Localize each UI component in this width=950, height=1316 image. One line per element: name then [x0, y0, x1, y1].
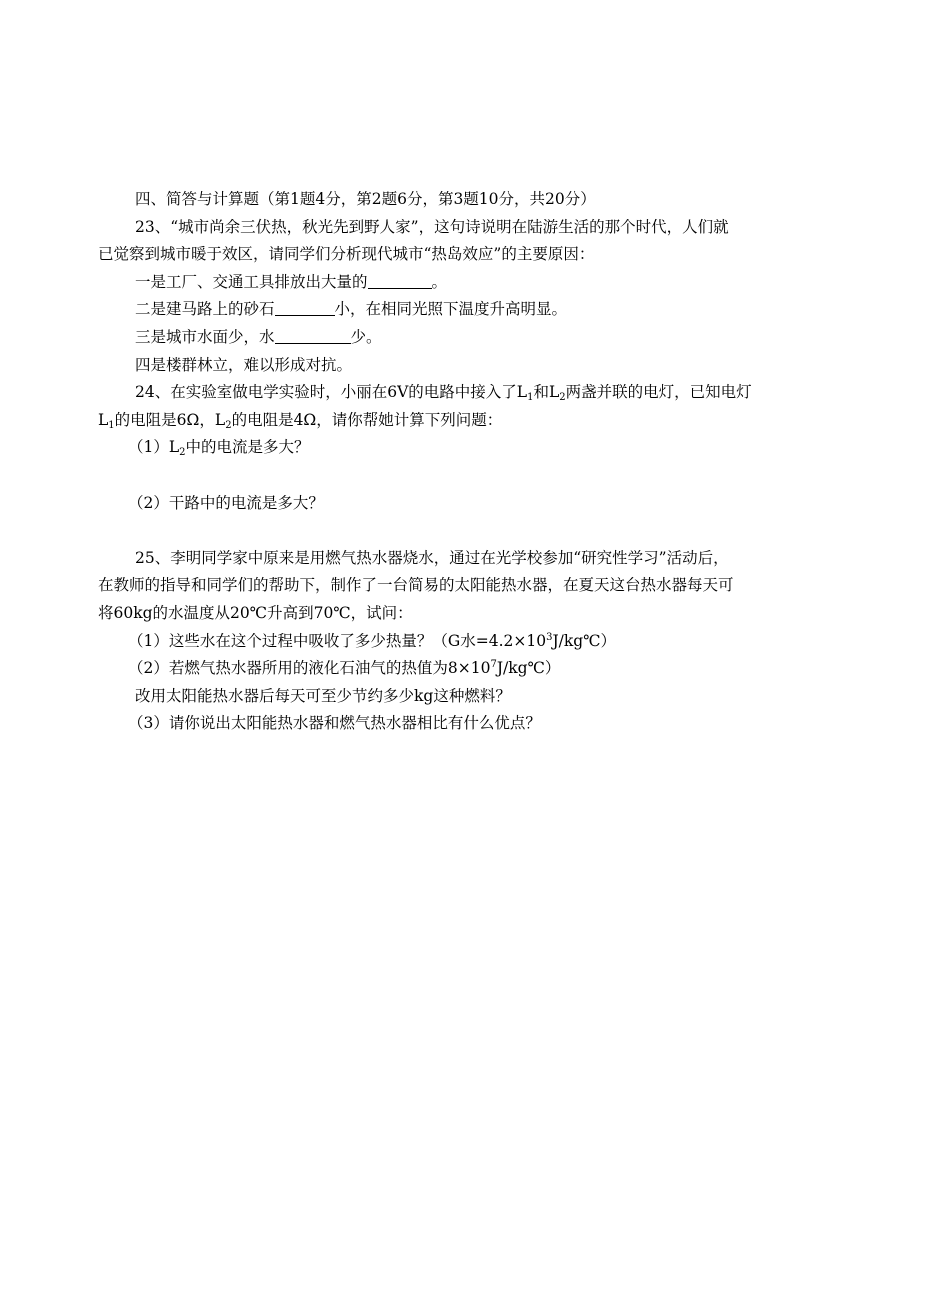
- q24-sub-question-1: [98, 434, 858, 462]
- q24-sub1-sub: 2: [179, 447, 186, 459]
- q25-sub2-b: J/kg℃）: [496, 659, 561, 678]
- q25-sub-question-2-continued: 改用太阳能热水器后每天可至少节约多少kg这种燃料？: [135, 686, 511, 705]
- q23-reason-4: 四是楼群林立，难以形成对抗。: [135, 355, 353, 374]
- q24-l1-sub2: 2: [559, 392, 566, 404]
- q24-l2-c: 的电阻是4Ω，请你帮她计算下列问题：: [231, 410, 503, 429]
- q23-reason-3-post: 少。: [350, 327, 382, 346]
- q23-text-line-1: 23、“城市尚余三伏热，秋光先到野人家”，这句诗说明在陆游生活的那个时代，人们就: [135, 217, 729, 236]
- q25-sub-question-3: （3）请你说出太阳能热水器和燃气热水器相比有什么优点？: [128, 714, 541, 733]
- q24-l2-a: L: [98, 410, 109, 429]
- q23-reason-2: [98, 296, 858, 324]
- q24-l2-b: 的电阻是6Ω，L: [114, 410, 226, 429]
- q25-text-line-2: 在教师的指导和同学们的帮助下，制作了一台简易的太阳能热水器，在夏天这台热水器每天可: [98, 576, 734, 595]
- q23-blank-1[interactable]: [368, 271, 432, 289]
- q24-sub-question-2: （2）干路中的电流是多大？: [128, 493, 324, 512]
- q23-reason-1-pre: 一是工厂、交通工具排放出大量的: [135, 272, 368, 291]
- q25-sub1-a: （1）这些水在这个过程中吸收了多少热量？（G水=4.2×10: [128, 631, 547, 650]
- q23-reason-3-pre: 三是城市水面少，水: [135, 327, 275, 346]
- q25-text-line-3: 将60kg的水温度从20℃升高到70℃，试问：: [98, 603, 413, 622]
- section-heading: 四、简答与计算题（第1题4分，第2题6分，第3题10分，共20分）: [135, 190, 596, 208]
- q23-reason-2-pre: 二是建马路上的砂石: [135, 300, 275, 319]
- answer-space: [98, 517, 858, 545]
- q23-reason-1-post: 。: [431, 272, 448, 291]
- answer-space: [98, 462, 858, 490]
- q25-sub2-sup: 7: [490, 659, 497, 671]
- q24-l1-c: 两盏并联的电灯，已知电灯: [565, 383, 752, 402]
- document-content: [98, 186, 858, 738]
- q23-blank-2[interactable]: [275, 298, 335, 316]
- q23-reason-1: [98, 269, 858, 297]
- q24-sub1-b: 中的电流是多大？: [185, 438, 310, 457]
- q24-text-line-2: [98, 407, 858, 435]
- q24-sub1-a: （1）L: [128, 438, 180, 457]
- q25-text-line-1: 25、李明同学家中原来是用燃气热水器烧水，通过在光学校参加“研究性学习”活动后，: [135, 548, 729, 567]
- q23-text-line-2: 已觉察到城市暖于效区，请同学们分析现代城市“热岛效应”的主要原因：: [98, 245, 595, 264]
- q24-l2-sub1: 1: [108, 419, 115, 431]
- q25-sub1-sup: 3: [546, 631, 553, 643]
- q24-text-line-1: [98, 379, 858, 407]
- q25-sub-question-1: [98, 628, 858, 656]
- q24-l1-b: 和L: [533, 383, 560, 402]
- q25-sub-question-2: [98, 655, 858, 683]
- q25-sub1-b: J/kg℃）: [552, 631, 617, 650]
- q24-l1-a: 24、在实验室做电学实验时，小丽在6V的电路中接入了L: [135, 383, 528, 402]
- q25-sub2-a: （2）若燃气热水器所用的液化石油气的热值为8×10: [128, 659, 491, 678]
- q23-blank-3[interactable]: [275, 326, 351, 344]
- q23-reason-3: [98, 324, 858, 352]
- q24-l1-sub1: 1: [527, 392, 534, 404]
- q23-reason-2-post: 小，在相同光照下温度升高明显。: [334, 300, 568, 319]
- q24-l2-sub2: 2: [225, 419, 232, 431]
